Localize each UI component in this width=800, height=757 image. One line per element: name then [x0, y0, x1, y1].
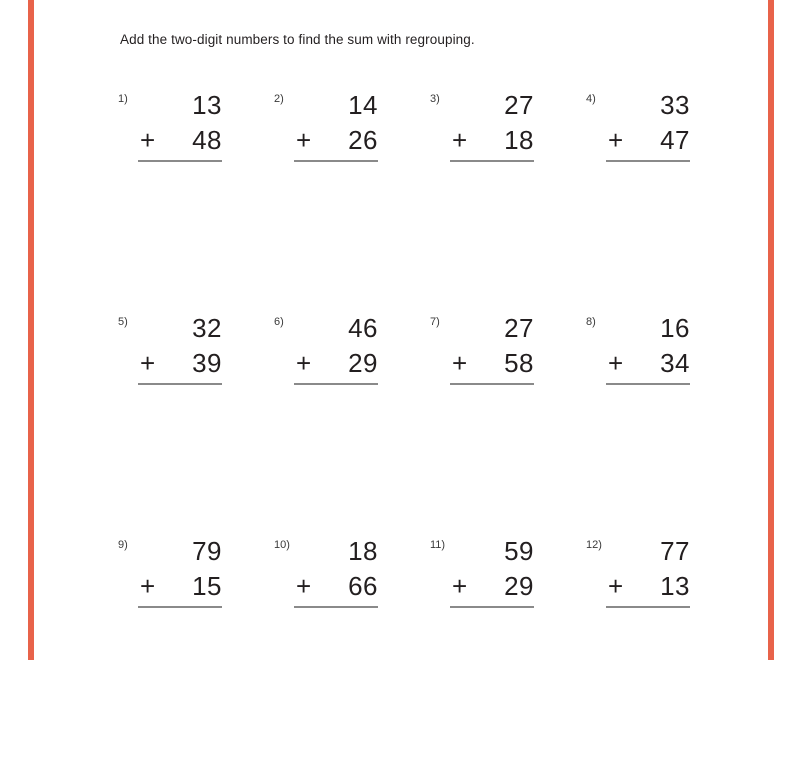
addition-column [138, 311, 222, 425]
problem-8 [586, 311, 698, 401]
bottom-addend: 58 [504, 348, 534, 378]
problem-7 [430, 311, 542, 401]
top-addend: 59 [504, 536, 534, 566]
bottom-addend: 18 [504, 125, 534, 155]
problem-12 [586, 534, 698, 624]
addition-column [294, 88, 378, 202]
bottom-addend-row [450, 123, 534, 158]
problem-row [0, 88, 800, 311]
plus-operator: + [452, 348, 468, 378]
problem-number: 11) [430, 539, 446, 551]
bottom-addend: 13 [660, 571, 690, 601]
bottom-addend-row [606, 346, 690, 381]
bottom-addend-row [606, 569, 690, 604]
bottom-addend: 15 [192, 571, 222, 601]
bottom-addend: 39 [192, 348, 222, 378]
top-addend: 13 [192, 90, 222, 120]
addition-column [294, 534, 378, 648]
top-addend: 27 [504, 90, 534, 120]
bottom-addend: 66 [348, 571, 378, 601]
plus-operator: + [452, 125, 468, 155]
answer-space[interactable] [294, 385, 378, 425]
bottom-addend-row [294, 123, 378, 158]
top-addend: 16 [660, 313, 690, 343]
plus-operator: + [452, 571, 468, 601]
answer-space[interactable] [606, 162, 690, 202]
problem-2 [274, 88, 386, 178]
problem-3 [430, 88, 542, 178]
addition-column [606, 534, 690, 648]
problem-9 [118, 534, 230, 624]
top-addend: 33 [660, 90, 690, 120]
problem-11 [430, 534, 542, 624]
addition-column [138, 88, 222, 202]
addition-column [138, 534, 222, 648]
addition-column [450, 311, 534, 425]
top-addend: 27 [504, 313, 534, 343]
top-addend: 32 [192, 313, 222, 343]
bottom-addend: 47 [660, 125, 690, 155]
top-addend: 79 [192, 536, 222, 566]
answer-space[interactable] [138, 385, 222, 425]
addition-column [606, 88, 690, 202]
plus-operator: + [140, 348, 156, 378]
answer-space[interactable] [450, 385, 534, 425]
problem-row [0, 311, 800, 534]
plus-operator: + [608, 125, 624, 155]
top-addend: 77 [660, 536, 690, 566]
plus-operator: + [608, 348, 624, 378]
bottom-addend: 29 [348, 348, 378, 378]
problem-number: 6) [274, 316, 284, 328]
problem-1 [118, 88, 230, 178]
problem-number: 2) [274, 93, 284, 105]
addition-column [606, 311, 690, 425]
plus-operator: + [140, 125, 156, 155]
bottom-addend: 48 [192, 125, 222, 155]
problem-number: 3) [430, 93, 440, 105]
plus-operator: + [296, 348, 312, 378]
problem-number: 7) [430, 316, 440, 328]
answer-space[interactable] [606, 608, 690, 648]
problem-number: 12) [586, 539, 602, 551]
bottom-addend-row [294, 569, 378, 604]
problem-grid [0, 88, 800, 757]
answer-space[interactable] [450, 608, 534, 648]
bottom-addend-row [450, 569, 534, 604]
bottom-addend: 26 [348, 125, 378, 155]
bottom-addend: 29 [504, 571, 534, 601]
problem-6 [274, 311, 386, 401]
problem-number: 9) [118, 539, 128, 551]
problem-number: 4) [586, 93, 596, 105]
addition-column [294, 311, 378, 425]
plus-operator: + [296, 571, 312, 601]
problem-number: 5) [118, 316, 128, 328]
answer-space[interactable] [450, 162, 534, 202]
addition-column [450, 534, 534, 648]
problem-number: 8) [586, 316, 596, 328]
addition-column [450, 88, 534, 202]
bottom-addend-row [138, 569, 222, 604]
answer-space[interactable] [294, 608, 378, 648]
problem-4 [586, 88, 698, 178]
answer-space[interactable] [138, 162, 222, 202]
problem-number: 1) [118, 93, 128, 105]
bottom-addend: 34 [660, 348, 690, 378]
bottom-addend-row [138, 123, 222, 158]
problem-row [0, 534, 800, 757]
answer-space[interactable] [294, 162, 378, 202]
bottom-addend-row [138, 346, 222, 381]
bottom-addend-row [450, 346, 534, 381]
problem-10 [274, 534, 386, 624]
bottom-addend-row [294, 346, 378, 381]
answer-space[interactable] [606, 385, 690, 425]
plus-operator: + [296, 125, 312, 155]
problem-5 [118, 311, 230, 401]
answer-space[interactable] [138, 608, 222, 648]
plus-operator: + [608, 571, 624, 601]
top-addend: 46 [348, 313, 378, 343]
bottom-addend-row [606, 123, 690, 158]
top-addend: 18 [348, 536, 378, 566]
top-addend: 14 [348, 90, 378, 120]
problem-number: 10) [274, 539, 290, 551]
plus-operator: + [140, 571, 156, 601]
worksheet-instructions: Add the two-digit numbers to find the sum with regrouping. [120, 32, 475, 47]
